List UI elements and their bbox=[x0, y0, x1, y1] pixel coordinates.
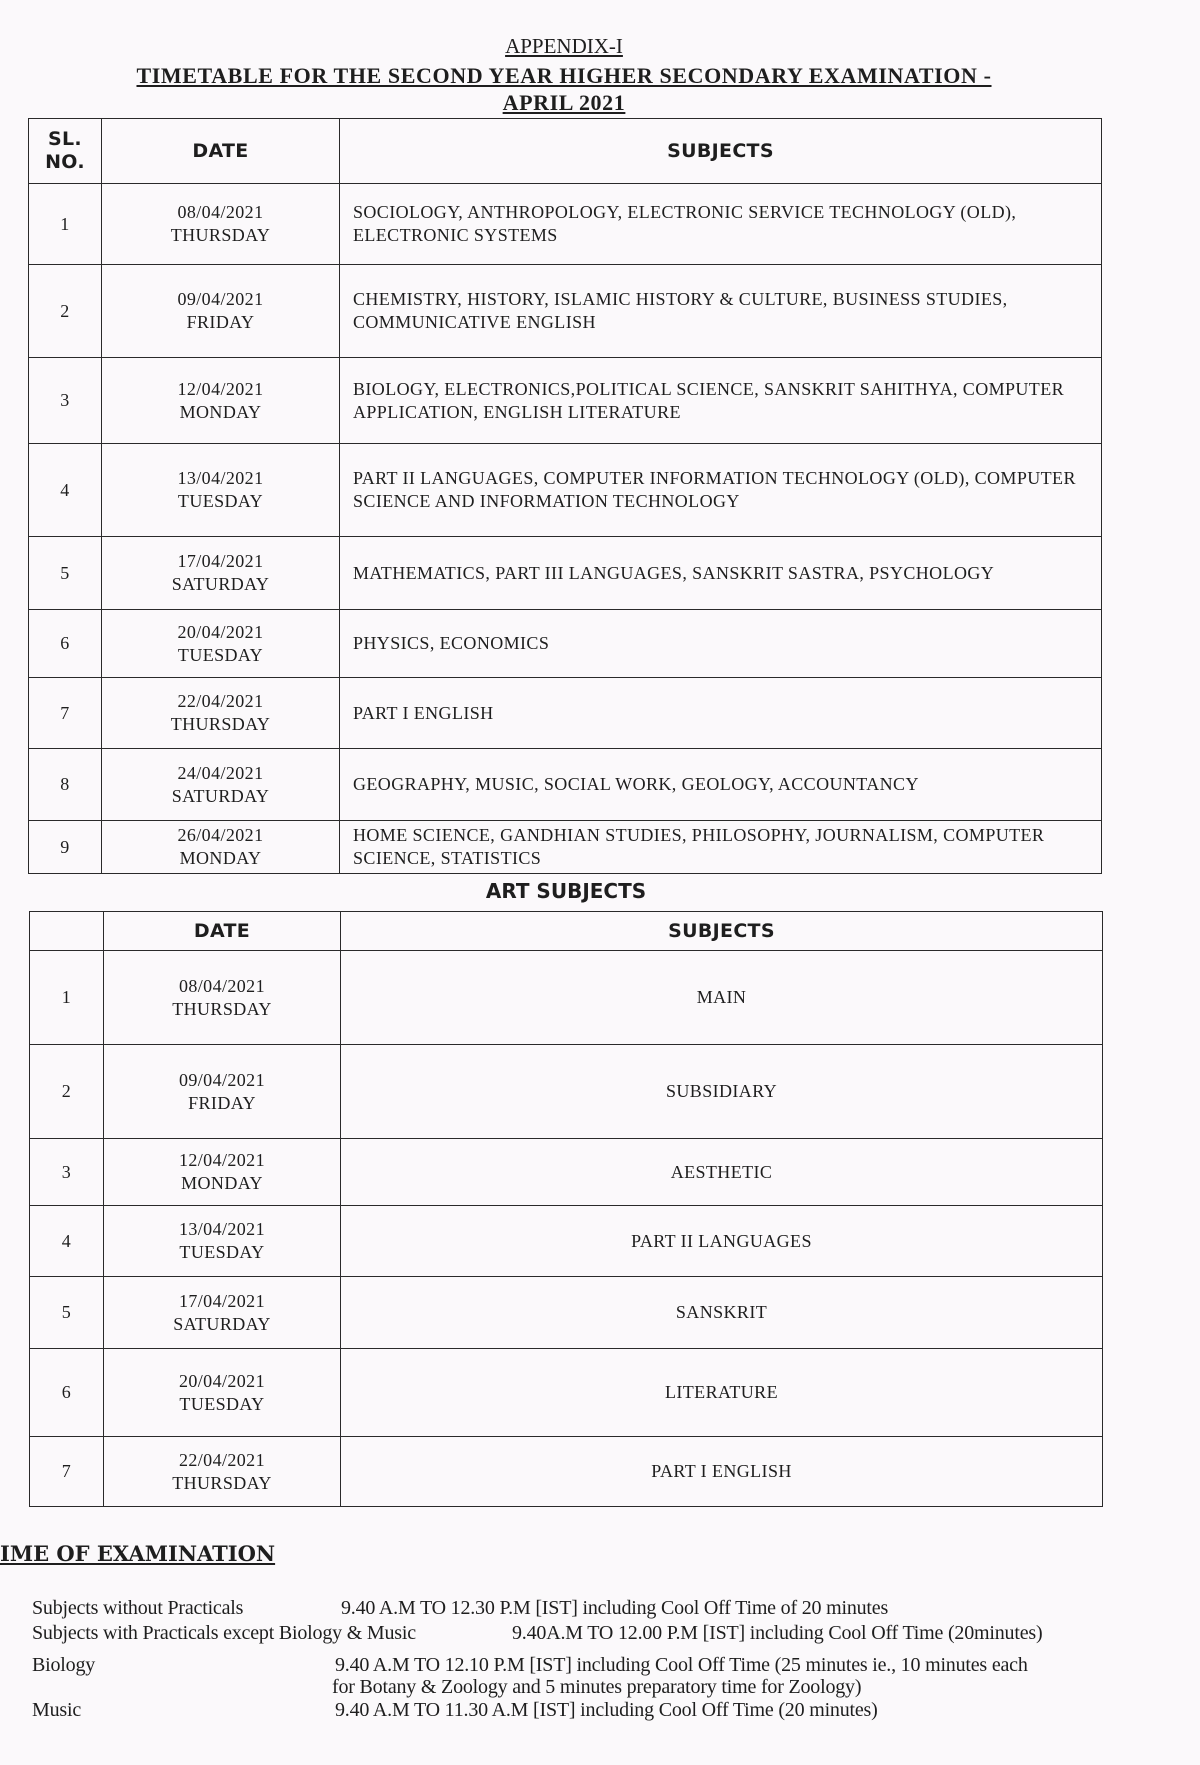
subjects-cell: SUBSIDIARY bbox=[341, 1045, 1103, 1139]
header-subjects: SUBJECTS bbox=[341, 912, 1103, 951]
sl-no-cell: 4 bbox=[30, 1206, 104, 1277]
exam-time-heading: IME OF EXAMINATION bbox=[0, 1541, 276, 1566]
date-text: 08/04/2021 bbox=[178, 975, 265, 996]
sl-no-cell: 6 bbox=[29, 610, 102, 678]
header-subjects: SUBJECTS bbox=[340, 119, 1102, 184]
date-cell bbox=[102, 610, 340, 678]
subjects-cell: BIOLOGY, ELECTRONICS,POLITICAL SCIENCE, SANSKRIT SAHITHYA, COMPUTER APPLICATION, ENGLISH LITERATURE bbox=[340, 358, 1102, 444]
date-cell bbox=[102, 537, 340, 610]
sl-no-cell: 7 bbox=[29, 678, 102, 749]
table-row bbox=[30, 1206, 1103, 1277]
date-text: 09/04/2021 bbox=[177, 289, 264, 309]
day-text: THURSDAY bbox=[172, 1472, 272, 1493]
date-text: 26/04/2021 bbox=[177, 825, 264, 845]
subjects-cell: PART I ENGLISH bbox=[340, 678, 1102, 749]
table-row bbox=[30, 951, 1103, 1045]
date-cell bbox=[102, 749, 340, 821]
date-text: 17/04/2021 bbox=[177, 551, 264, 571]
main-timetable bbox=[28, 118, 1102, 874]
day-text: SATURDAY bbox=[173, 1313, 271, 1334]
table-row bbox=[29, 184, 1102, 265]
day-text: THURSDAY bbox=[172, 998, 272, 1019]
subjects-cell: PART II LANGUAGES, COMPUTER INFORMATION TECHNOLOGY (OLD), COMPUTER SCIENCE AND INFORMATION TECHNOLOGY bbox=[340, 444, 1102, 537]
date-cell bbox=[104, 951, 341, 1045]
exam-time-label: Biology bbox=[32, 1654, 96, 1676]
date-text: 12/04/2021 bbox=[177, 378, 264, 399]
subjects-cell: GEOGRAPHY, MUSIC, SOCIAL WORK, GEOLOGY, ACCOUNTANCY bbox=[340, 749, 1102, 821]
table-row bbox=[30, 1277, 1103, 1349]
date-cell bbox=[104, 1206, 341, 1277]
date-text: 17/04/2021 bbox=[178, 1290, 265, 1311]
table-row bbox=[29, 444, 1102, 537]
sl-no-cell: 3 bbox=[30, 1139, 104, 1206]
table-row bbox=[29, 749, 1102, 821]
table-row bbox=[30, 1349, 1103, 1437]
day-text: FRIDAY bbox=[186, 312, 255, 332]
sl-no-cell: 4 bbox=[29, 444, 102, 537]
art-subjects-title: ART SUBJECTS bbox=[485, 879, 647, 903]
table-header-row bbox=[29, 119, 1102, 184]
day-text: SATURDAY bbox=[171, 574, 270, 594]
exam-time-label: Music bbox=[32, 1699, 82, 1721]
table-row bbox=[30, 1139, 1103, 1206]
sl-no-cell: 2 bbox=[29, 265, 102, 358]
date-cell bbox=[104, 1349, 341, 1437]
table-row bbox=[29, 265, 1102, 358]
sl-no-cell: 8 bbox=[29, 749, 102, 821]
table-row bbox=[30, 1045, 1103, 1139]
subjects-cell: HOME SCIENCE, GANDHIAN STUDIES, PHILOSOPHY, JOURNALISM, COMPUTER SCIENCE, STATISTICS bbox=[340, 821, 1102, 874]
header-sl-no bbox=[30, 912, 104, 951]
date-cell bbox=[104, 1437, 341, 1507]
subjects-cell: PART II LANGUAGES bbox=[341, 1206, 1103, 1277]
day-text: THURSDAY bbox=[170, 225, 271, 245]
day-text: TUESDAY bbox=[177, 644, 264, 665]
day-text: MONDAY bbox=[179, 401, 262, 422]
day-text: SATURDAY bbox=[171, 785, 270, 806]
exam-time-value: 9.40 A.M TO 12.10 P.M [IST] including Cool Off Time (25 minutes ie., 10 minutes each bbox=[335, 1654, 1028, 1676]
subjects-cell: PHYSICS, ECONOMICS bbox=[340, 610, 1102, 678]
table-row bbox=[29, 537, 1102, 610]
day-text: FRIDAY bbox=[188, 1092, 256, 1113]
sl-no-cell: 5 bbox=[30, 1277, 104, 1349]
date-cell bbox=[104, 1139, 341, 1206]
date-text: 13/04/2021 bbox=[177, 468, 264, 488]
date-cell bbox=[102, 184, 340, 265]
date-cell bbox=[104, 1277, 341, 1349]
day-text: MONDAY bbox=[179, 848, 262, 868]
subjects-cell: LITERATURE bbox=[341, 1349, 1103, 1437]
sl-no-cell: 2 bbox=[30, 1045, 104, 1139]
page-title: TIMETABLE FOR THE SECOND YEAR HIGHER SECONDARY EXAMINATION - bbox=[136, 63, 992, 88]
subjects-cell: PART I ENGLISH bbox=[341, 1437, 1103, 1507]
header-sl-no: SL. NO. bbox=[29, 119, 102, 184]
day-text: TUESDAY bbox=[179, 1393, 265, 1414]
sl-no-cell: 6 bbox=[30, 1349, 104, 1437]
table-row bbox=[29, 678, 1102, 749]
date-text: 13/04/2021 bbox=[178, 1219, 265, 1239]
table-header-row bbox=[30, 912, 1103, 951]
day-text: TUESDAY bbox=[177, 491, 264, 511]
sl-no-cell: 3 bbox=[29, 358, 102, 444]
sl-no-cell: 5 bbox=[29, 537, 102, 610]
date-cell bbox=[102, 265, 340, 358]
sl-no-cell: 1 bbox=[29, 184, 102, 265]
date-cell bbox=[104, 1045, 341, 1139]
header-date: DATE bbox=[102, 119, 340, 184]
date-cell bbox=[102, 358, 340, 444]
date-text: 08/04/2021 bbox=[177, 202, 264, 222]
date-text: 09/04/2021 bbox=[178, 1069, 265, 1090]
date-text: 24/04/2021 bbox=[177, 762, 264, 783]
exam-time-value-continued: for Botany & Zoology and 5 minutes preparatory time for Zoology) bbox=[332, 1676, 862, 1698]
sl-no-cell: 1 bbox=[30, 951, 104, 1045]
exam-time-value: 9.40A.M TO 12.00 P.M [IST] including Cool Off Time (20minutes) bbox=[512, 1622, 1043, 1644]
subjects-cell: SOCIOLOGY, ANTHROPOLOGY, ELECTRONIC SERVICE TECHNOLOGY (OLD), ELECTRONIC SYSTEMS bbox=[340, 184, 1102, 265]
day-text: TUESDAY bbox=[179, 1242, 265, 1262]
exam-time-label: Subjects without Practicals bbox=[32, 1597, 244, 1619]
appendix-label: APPENDIX-I bbox=[505, 34, 623, 58]
page-subtitle: APRIL 2021 bbox=[502, 90, 626, 115]
exam-time-value: 9.40 A.M TO 11.30 A.M [IST] including Cool Off Time (20 minutes) bbox=[335, 1699, 878, 1721]
day-text: THURSDAY bbox=[170, 714, 271, 734]
date-cell bbox=[102, 678, 340, 749]
table-row bbox=[30, 1437, 1103, 1507]
subjects-cell: CHEMISTRY, HISTORY, ISLAMIC HISTORY & CULTURE, BUSINESS STUDIES, COMMUNICATIVE ENGLISH bbox=[340, 265, 1102, 358]
art-subjects-timetable bbox=[29, 911, 1103, 1507]
date-cell bbox=[102, 444, 340, 537]
sl-no-cell: 7 bbox=[30, 1437, 104, 1507]
exam-time-label: Subjects with Practicals except Biology & Music bbox=[32, 1622, 416, 1644]
subjects-cell: SANSKRIT bbox=[341, 1277, 1103, 1349]
table-row bbox=[29, 610, 1102, 678]
header-date: DATE bbox=[104, 912, 341, 951]
table-row bbox=[29, 821, 1102, 874]
date-text: 22/04/2021 bbox=[178, 1449, 265, 1470]
date-cell bbox=[102, 821, 340, 874]
sl-no-cell: 9 bbox=[29, 821, 102, 874]
subjects-cell: MAIN bbox=[341, 951, 1103, 1045]
subjects-cell: AESTHETIC bbox=[341, 1139, 1103, 1206]
table-row bbox=[29, 358, 1102, 444]
date-text: 20/04/2021 bbox=[177, 621, 264, 642]
day-text: MONDAY bbox=[181, 1173, 263, 1193]
date-text: 20/04/2021 bbox=[178, 1370, 265, 1391]
date-text: 12/04/2021 bbox=[178, 1150, 265, 1170]
exam-time-value: 9.40 A.M TO 12.30 P.M [IST] including Cool Off Time of 20 minutes bbox=[341, 1597, 889, 1619]
subjects-cell: MATHEMATICS, PART III LANGUAGES, SANSKRIT SASTRA, PSYCHOLOGY bbox=[340, 537, 1102, 610]
date-text: 22/04/2021 bbox=[177, 691, 264, 711]
